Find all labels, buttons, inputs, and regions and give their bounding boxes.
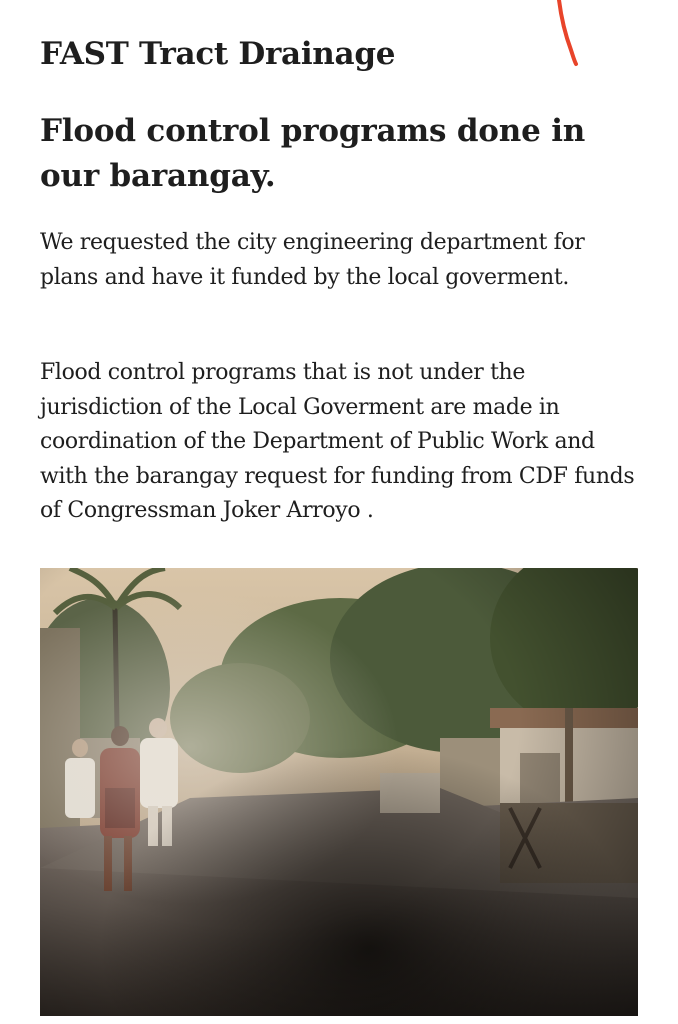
site-title[interactable]: FAST Tract Drainage xyxy=(40,36,396,72)
paragraph-1: We requested the city engineering department for plans and have it funded by the local goverment. xyxy=(40,230,585,290)
post-title: Flood control programs done in our barangay. xyxy=(40,113,586,194)
street-scene-photo xyxy=(40,568,638,1016)
red-pen-mark xyxy=(545,0,585,72)
paragraph-2: Flood control programs that is not under the jurisdiction of the Local Goverment are made in coordination of the Department of Public Work and with the barangay request for funding from CDF funds of Congressman Joker Arroyo . xyxy=(40,360,635,523)
